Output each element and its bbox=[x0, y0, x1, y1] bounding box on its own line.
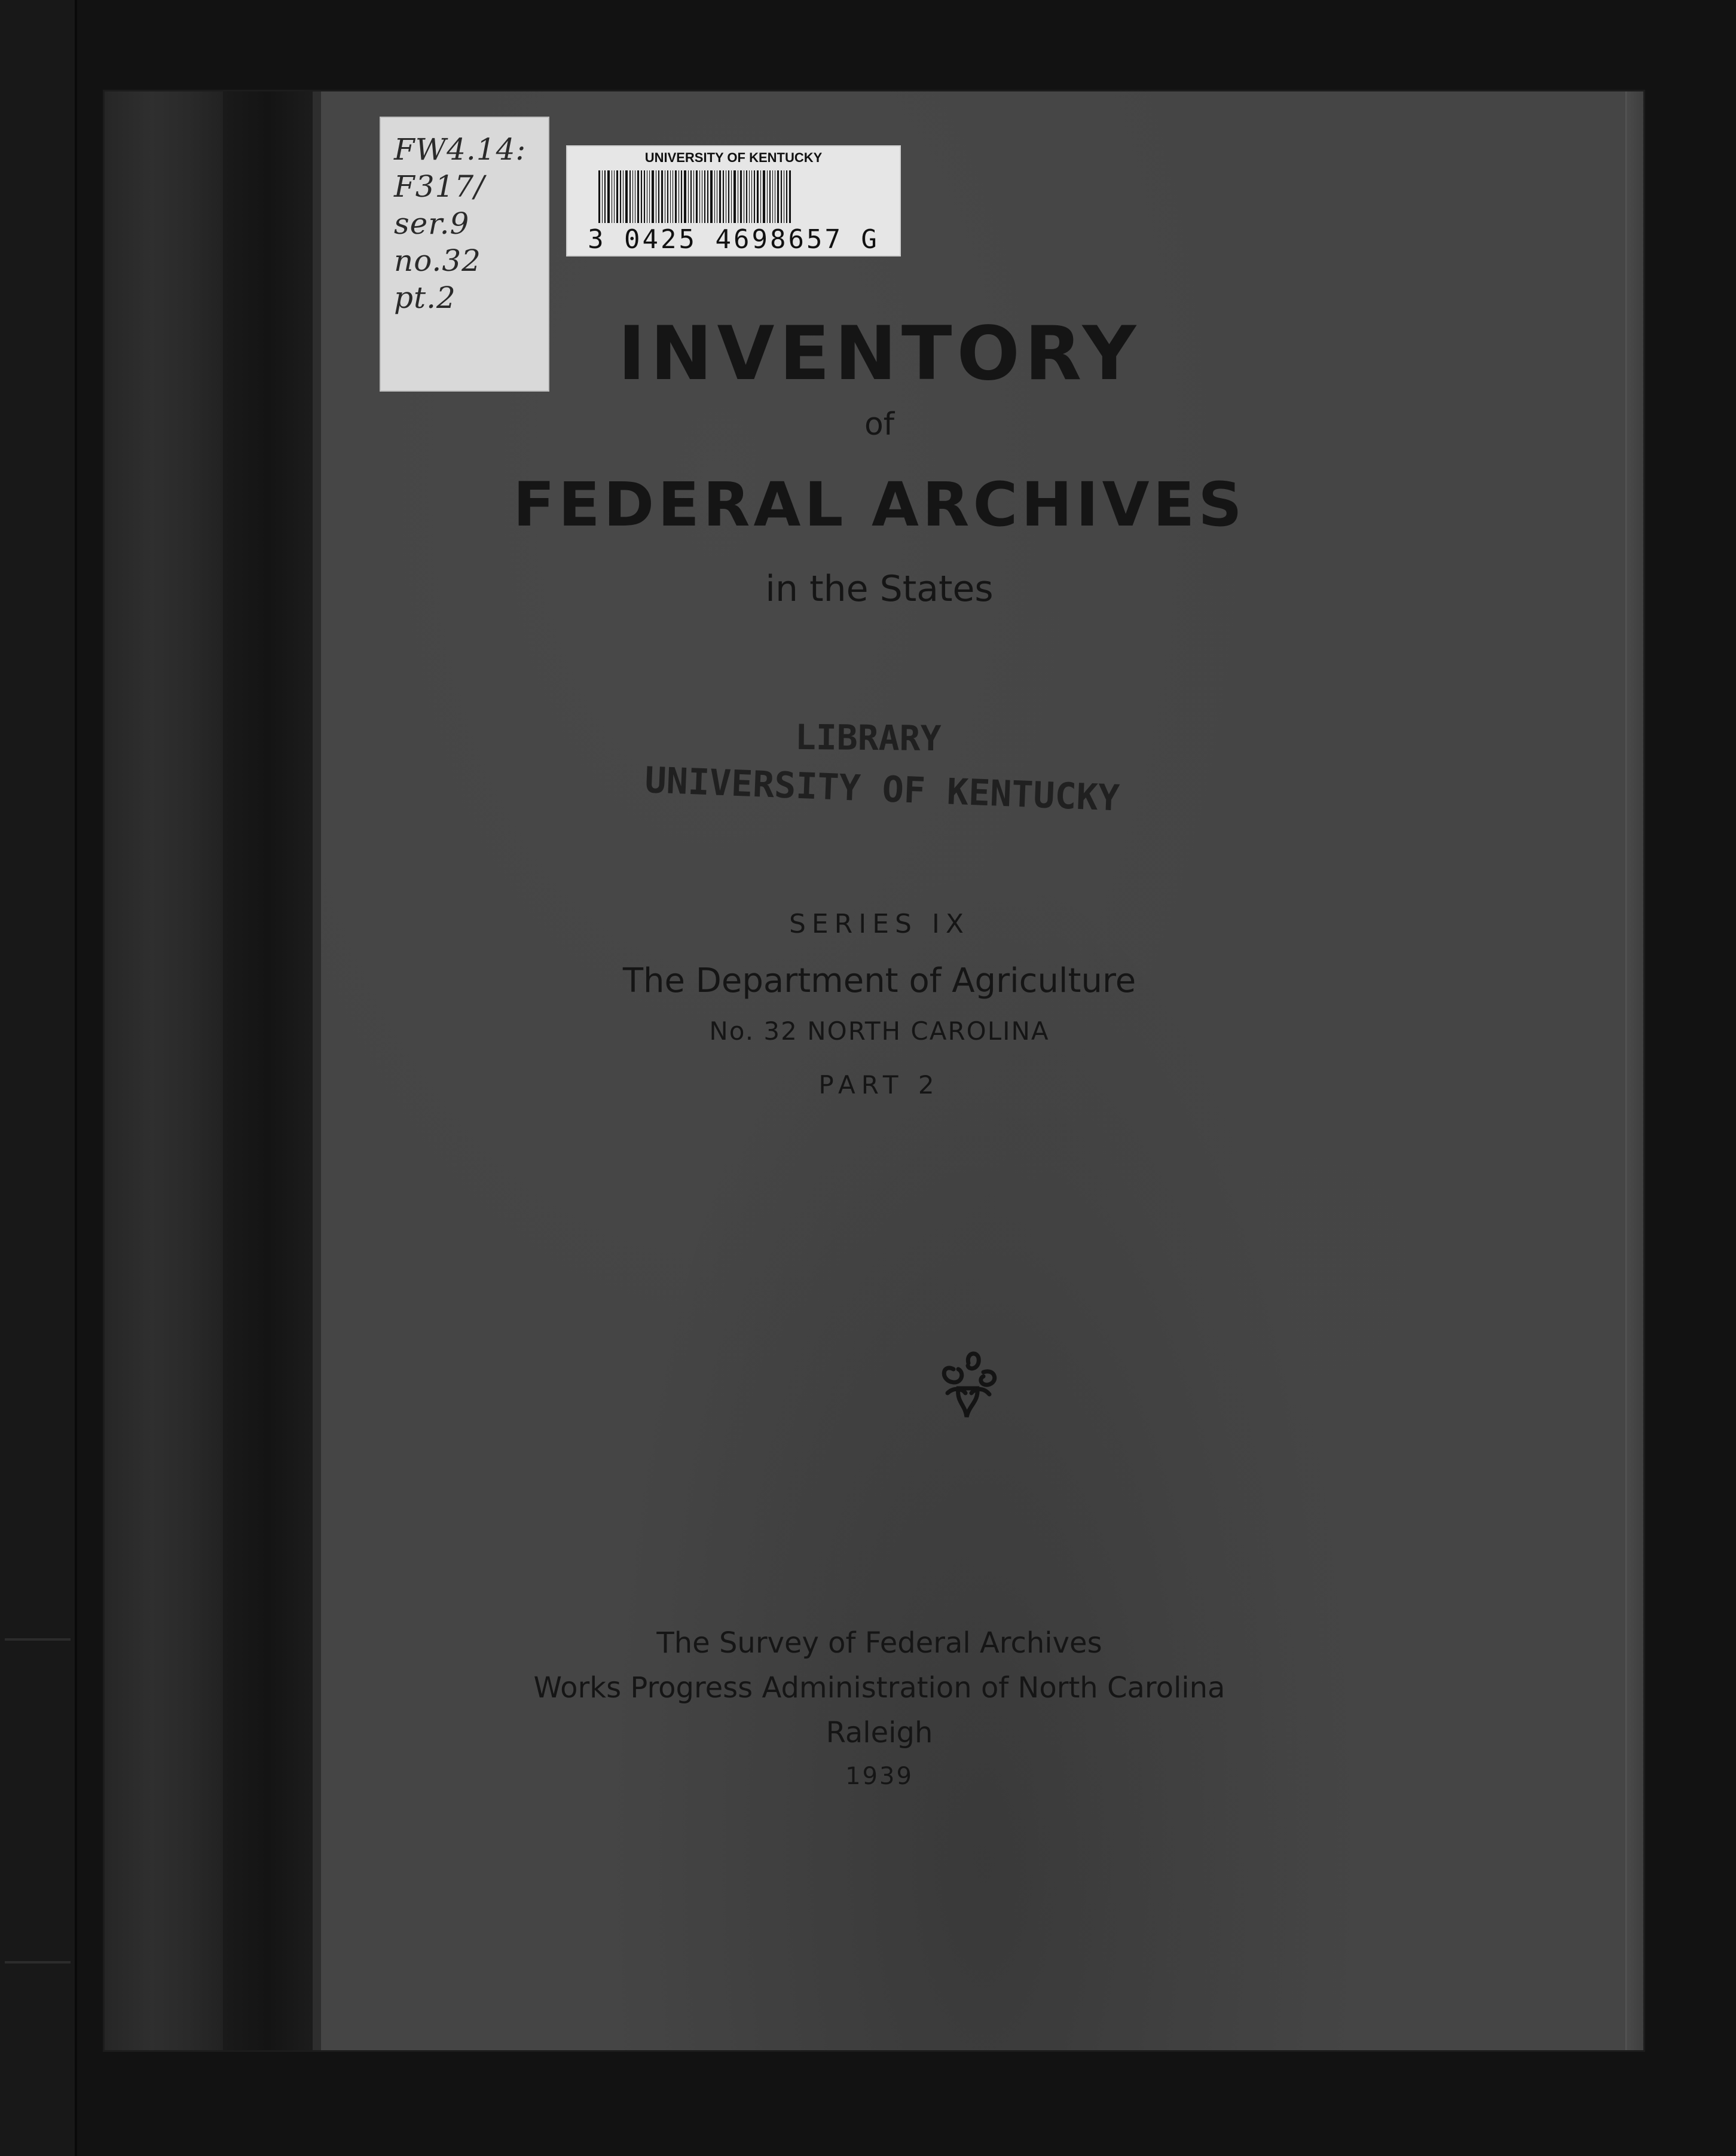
department-label: The Department of Agriculture bbox=[622, 961, 1136, 1000]
barcode-bar bbox=[746, 170, 747, 223]
barcode-bar bbox=[641, 170, 642, 223]
barcode-bar bbox=[667, 170, 668, 223]
barcode-bar bbox=[740, 170, 742, 223]
barcode-bar bbox=[781, 170, 782, 223]
barcode-bar bbox=[777, 170, 779, 223]
barcode-bar bbox=[629, 170, 631, 223]
library-stamp-line1: LIBRARY bbox=[794, 716, 942, 759]
call-number-line: ser.9 bbox=[394, 206, 470, 241]
scanner-left-strip bbox=[0, 0, 77, 2156]
barcode-bar bbox=[652, 170, 654, 223]
barcode-bar bbox=[678, 170, 679, 223]
barcode-bar bbox=[728, 170, 729, 223]
publication-year: 1939 bbox=[845, 1763, 913, 1790]
barcode-bar bbox=[684, 170, 686, 223]
barcode-bar bbox=[623, 170, 624, 223]
strip-mark bbox=[5, 1638, 71, 1641]
barcode-institution: UNIVERSITY OF KENTUCKY bbox=[644, 150, 823, 165]
barcode-bar bbox=[620, 170, 621, 223]
publisher-line1: The Survey of Federal Archives bbox=[656, 1626, 1102, 1660]
barcode-bar bbox=[625, 170, 628, 223]
barcode-bar bbox=[614, 170, 615, 223]
barcode-bar bbox=[658, 170, 659, 223]
barcode-bar bbox=[751, 170, 752, 223]
cover-edge bbox=[1625, 91, 1645, 2050]
barcode-bar bbox=[681, 170, 682, 223]
barcode-bar bbox=[786, 170, 787, 223]
series-label: SERIES IX bbox=[788, 909, 970, 939]
title-federal-archives: FEDERAL ARCHIVES bbox=[513, 469, 1246, 540]
barcode-bar bbox=[733, 170, 736, 223]
barcode-bar bbox=[760, 170, 761, 223]
strip-mark bbox=[5, 1961, 71, 1963]
barcode-bar bbox=[707, 170, 708, 223]
barcode-bar bbox=[690, 170, 692, 223]
barcode-bar bbox=[693, 170, 694, 223]
barcode-bar bbox=[598, 170, 600, 223]
barcode-bar bbox=[731, 170, 732, 223]
library-stamp-line2: UNIVERSITY OF KENTUCKY bbox=[644, 759, 1121, 820]
barcode-bar bbox=[789, 170, 791, 223]
barcode-bars bbox=[598, 170, 871, 223]
barcode-bar bbox=[637, 170, 639, 223]
barcode-bar bbox=[757, 170, 759, 223]
barcode-bar bbox=[754, 170, 755, 223]
barcode-bar bbox=[710, 170, 713, 223]
barcode-bar bbox=[699, 170, 700, 223]
title-inventory: INVENTORY bbox=[618, 311, 1141, 397]
barcode-bar bbox=[772, 170, 773, 223]
barcode-bar bbox=[714, 170, 715, 223]
barcode-bar bbox=[604, 170, 606, 223]
barcode-bar bbox=[696, 170, 698, 223]
barcode-bar bbox=[767, 170, 768, 223]
fleuron-ornament-icon bbox=[930, 1345, 1007, 1429]
title-of: of bbox=[864, 407, 895, 442]
barcode-bar bbox=[763, 170, 765, 223]
barcode-bar bbox=[616, 170, 618, 223]
call-number-line: F317/ bbox=[394, 169, 485, 204]
barcode-bar bbox=[704, 170, 705, 223]
spine-binding bbox=[105, 91, 223, 2050]
barcode-bar bbox=[632, 170, 633, 223]
barcode-bar bbox=[749, 170, 750, 223]
barcode-bar bbox=[602, 170, 603, 223]
barcode-bar bbox=[661, 170, 663, 223]
barcode-bar bbox=[607, 170, 610, 223]
barcode-number: 3 0425 4698657 G bbox=[588, 224, 879, 255]
barcode-bar bbox=[675, 170, 677, 223]
number-state-label: No. 32 NORTH CAROLINA bbox=[709, 1016, 1050, 1046]
part-label: PART 2 bbox=[818, 1070, 940, 1100]
barcode-bar bbox=[719, 170, 721, 223]
publisher-city: Raleigh bbox=[826, 1716, 933, 1749]
barcode-bar bbox=[723, 170, 724, 223]
call-number-line: FW4.14: bbox=[394, 132, 527, 167]
barcode-bar bbox=[670, 170, 671, 223]
call-number-line: no.32 bbox=[394, 243, 481, 278]
title-in-the-states: in the States bbox=[765, 568, 994, 610]
barcode-label bbox=[566, 145, 901, 256]
publisher-line2: Works Progress Administration of North Carolina bbox=[533, 1671, 1225, 1705]
barcode-bar bbox=[644, 170, 645, 223]
call-number-line: pt.2 bbox=[394, 280, 456, 315]
barcode-bar bbox=[769, 170, 771, 223]
barcode-bar bbox=[688, 170, 689, 223]
barcode-bar bbox=[649, 170, 650, 223]
